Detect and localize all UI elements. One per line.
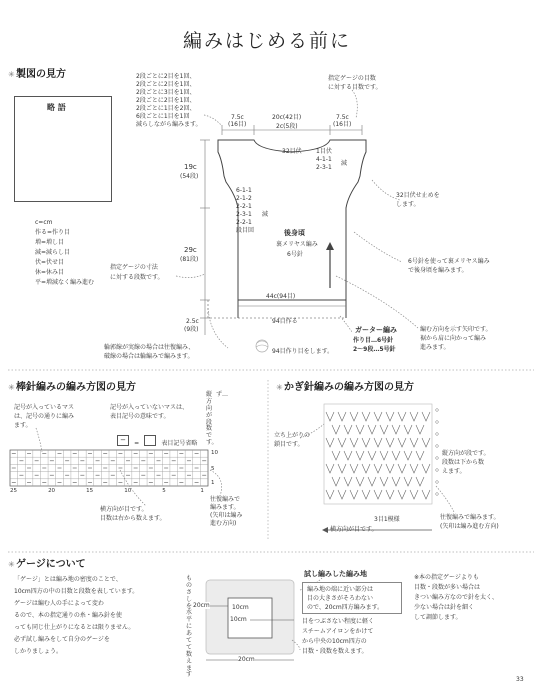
dim-inner: 10cm bbox=[232, 604, 249, 611]
decrease-note-line: 2段ごとに2目を1回、 bbox=[136, 81, 196, 88]
crochet-stitch-mark bbox=[392, 477, 400, 486]
knit-blank-line: 表目記号の意味です。 bbox=[110, 413, 170, 420]
crochet-chain-mark bbox=[436, 409, 439, 412]
gauge-body-line: 「ゲージ」とは編み地の密度のことで、 bbox=[14, 576, 122, 583]
swatch-box-line: ので、20cm四方編みます。 bbox=[307, 604, 384, 611]
crochet-stitch-mark bbox=[392, 425, 400, 434]
section-heading-diagram-text: 製図の見方 bbox=[16, 69, 66, 80]
knit-width-line: 横方向が目です。 bbox=[100, 506, 148, 513]
knit-column-number: 5 bbox=[162, 488, 166, 494]
height-hem: 2.5c bbox=[186, 318, 199, 325]
crochet-stitch-mark bbox=[362, 464, 370, 473]
knit-col-note-tail: ず… bbox=[216, 391, 229, 398]
decrease-note-line: 2段ごとに2目を1回、 bbox=[136, 73, 196, 80]
crochet-stitch-mark bbox=[374, 438, 382, 447]
height-upper-rows: (54段) bbox=[180, 173, 199, 180]
knit-column-number: 1 bbox=[200, 488, 204, 494]
knit-column-number: 10 bbox=[124, 488, 132, 494]
crochet-stitch-mark bbox=[404, 451, 412, 460]
armhole-step: 6-1-1 bbox=[236, 187, 252, 194]
measure-right-sts: (16目) bbox=[333, 121, 352, 128]
crochet-stitch-mark bbox=[392, 451, 400, 460]
star-note-line: して調節します。 bbox=[414, 614, 462, 621]
crochet-stitch-mark bbox=[422, 438, 430, 447]
neck-note-line: 32目伏せ止めを bbox=[396, 192, 440, 199]
glossary-item: 増=増し目 bbox=[35, 239, 65, 246]
steam-note-line: 目数・段数を数えます。 bbox=[302, 648, 368, 655]
ruler-vertical-text: ものさしを水平にあてて数えます bbox=[186, 575, 193, 679]
dim-bottom: 20cm bbox=[238, 656, 255, 663]
gauge-body-line: るので、本の指定通りの糸・編み針を使 bbox=[14, 612, 122, 619]
needle-note-line: 6号針を使って裏メリヤス編み bbox=[408, 258, 490, 265]
crochet-stitch-mark bbox=[410, 464, 418, 473]
crochet-stitch-mark bbox=[410, 438, 418, 447]
crochet-stitch-mark bbox=[410, 412, 418, 421]
glossary-item: 平=増減なく編み進む bbox=[35, 279, 95, 286]
sparkle-icon: ✳ bbox=[8, 560, 15, 569]
gauge-rows-line: に対する段数です。 bbox=[110, 274, 164, 281]
outline-note-line: 輪郭線が実線の場合は往復編み、 bbox=[104, 344, 195, 351]
crochet-stitch-mark bbox=[380, 477, 388, 486]
crochet-stitch-mark bbox=[326, 412, 334, 421]
legend-blank-box bbox=[144, 435, 156, 446]
gauge-body-line: ゲージは編む人の手によって変わ bbox=[14, 600, 104, 607]
section-heading-knit bbox=[8, 382, 136, 394]
crochet-stitch-mark bbox=[416, 477, 424, 486]
dim-outer: 20cm bbox=[193, 602, 210, 609]
crochet-stitch-mark bbox=[362, 490, 370, 499]
section-heading-gauge bbox=[8, 559, 86, 571]
crochet-stitch-mark bbox=[368, 477, 376, 486]
crochet-chain-mark bbox=[436, 457, 439, 460]
crochet-stitch-mark bbox=[386, 490, 394, 499]
needle-note-line: で後身頃を編みます。 bbox=[408, 267, 468, 274]
crochet-stitch-mark bbox=[398, 412, 406, 421]
armhole-step: 2-2-1 bbox=[236, 219, 252, 226]
crochet-stitch-mark bbox=[332, 425, 340, 434]
shoulder-dec-label: 減 bbox=[341, 160, 348, 167]
section-heading-gauge-text: ゲージについて bbox=[16, 559, 86, 570]
crochet-stitch-mark bbox=[338, 412, 346, 421]
glossary-item: c=cm bbox=[35, 219, 53, 226]
knit-row-dir-line: 進む方向) bbox=[210, 520, 237, 527]
gauge-rows-line: 指定ゲージの寸法 bbox=[110, 264, 158, 271]
crochet-stitch-mark bbox=[368, 451, 376, 460]
crochet-rows-line: えます。 bbox=[442, 468, 466, 475]
garter-name: ガーター編み bbox=[355, 326, 397, 334]
crochet-chain-mark bbox=[436, 493, 439, 496]
crochet-chart bbox=[324, 404, 438, 504]
arrow-note-line: 裾から肩に向かって編み bbox=[420, 335, 487, 342]
shoulder-step: 1目伏 bbox=[316, 148, 332, 155]
measure-right: 7.5c bbox=[336, 114, 349, 121]
crochet-stitch-mark bbox=[326, 464, 334, 473]
knit-note-line: ます。 bbox=[14, 422, 32, 429]
sparkle-icon: ✳ bbox=[8, 383, 15, 392]
shoulder-step: 2-3-1 bbox=[316, 164, 332, 171]
section-heading-knit-text: 棒針編みの編み方図の見方 bbox=[16, 382, 136, 393]
crochet-stitch-mark bbox=[344, 425, 352, 434]
arrow-note-line: 編む方向を示す矢印です。 bbox=[420, 326, 492, 333]
measure-center-sub: 2c(5段) bbox=[276, 123, 298, 130]
gauge-body-line: しかりましょう。 bbox=[14, 648, 63, 655]
crochet-stitch-mark bbox=[356, 451, 364, 460]
garter-line2: 2〜9段…5号針 bbox=[353, 346, 396, 353]
section-heading-crochet bbox=[276, 382, 414, 394]
knit-column-number: 15 bbox=[86, 488, 94, 494]
crochet-stitch-mark bbox=[338, 490, 346, 499]
crochet-chain-line: 鎖目です。 bbox=[274, 441, 304, 448]
knit-row-dir-line: 編みます。 bbox=[210, 504, 240, 511]
crochet-stitch-mark bbox=[398, 464, 406, 473]
crochet-stitch-mark bbox=[386, 438, 394, 447]
crochet-stitch-mark bbox=[332, 477, 340, 486]
crochet-stitch-mark bbox=[332, 451, 340, 460]
knit-col-note-text: 縦方向が段数です。 bbox=[206, 391, 218, 447]
sparkle-icon: ✳ bbox=[8, 70, 15, 79]
crochet-stitch-mark bbox=[326, 490, 334, 499]
crochet-stitch-mark bbox=[422, 464, 430, 473]
decrease-note-line: 6段ごとに1目を1回 bbox=[136, 113, 190, 120]
swatch-box-line: 編み地の端に近い部分は bbox=[307, 586, 374, 593]
legend-box: − bbox=[117, 435, 129, 446]
measure-center: 20c(42目) bbox=[272, 114, 302, 121]
glossary-title: 略 語 bbox=[47, 103, 66, 112]
cast-on-count: 94目作る bbox=[272, 318, 298, 325]
crochet-chain-line: 立ち上がりの bbox=[274, 432, 311, 439]
crochet-rows-line: 縦方向が段です。 bbox=[442, 450, 490, 457]
hem-dashed-outline bbox=[208, 300, 346, 318]
crochet-stitch-mark bbox=[344, 451, 352, 460]
crochet-stitch-mark bbox=[338, 464, 346, 473]
glossary-item: 休=休み目 bbox=[35, 269, 65, 276]
crochet-width-note: 横方向が目です。 bbox=[330, 526, 378, 533]
legend-text: 表目記号省略 bbox=[161, 440, 198, 447]
decrease-note-line: 2段ごとに2目を1回、 bbox=[136, 97, 196, 104]
crochet-stitch-mark bbox=[374, 490, 382, 499]
crochet-stitch-mark bbox=[422, 412, 430, 421]
steam-note-line: 目をつぶさない程度に軽く bbox=[302, 618, 375, 625]
crochet-stitch-mark bbox=[356, 477, 364, 486]
crochet-chain-mark bbox=[436, 433, 439, 436]
star-note-line: ※本の指定ゲージよりも bbox=[414, 574, 479, 581]
crochet-chain-mark bbox=[436, 421, 439, 424]
gauge-body-line: 10cm四方の中の目数と段数を表しています。 bbox=[14, 588, 139, 595]
decrease-note-line: 2段ごとに3目を1回、 bbox=[136, 89, 196, 96]
shoulder-step: 4-1-1 bbox=[316, 156, 332, 163]
crochet-rows-line: 段数は下から数 bbox=[442, 459, 485, 466]
page-title: 編みはじめる前に bbox=[183, 30, 352, 52]
star-note-line: 少ない場合は針を細く bbox=[414, 604, 475, 611]
crochet-stitch-mark bbox=[398, 438, 406, 447]
arrow-note-line: 進みます。 bbox=[420, 344, 450, 351]
armhole-step: 段目回 bbox=[236, 227, 255, 234]
crochet-stitch-mark bbox=[344, 477, 352, 486]
steam-note-line: から中央の10cm四方の bbox=[302, 638, 367, 645]
piece-name: 後身頃 bbox=[284, 229, 305, 237]
knit-row-number: 5 bbox=[211, 466, 215, 472]
bottom-width: 44c(94目) bbox=[266, 293, 296, 300]
crochet-stitch-mark bbox=[416, 425, 424, 434]
crochet-stitch-mark bbox=[356, 425, 364, 434]
crochet-stitch-mark bbox=[404, 477, 412, 486]
armhole-step: 2-1-2 bbox=[236, 195, 252, 202]
knit-blank-line: 記号が入っていないマスは、 bbox=[110, 404, 189, 411]
legend-eq: = bbox=[134, 440, 140, 447]
star-note-line: 目数・段数が多い場合は bbox=[414, 584, 481, 591]
height-upper: 19c bbox=[184, 163, 197, 171]
crochet-stitch-mark bbox=[362, 438, 370, 447]
crochet-stitch-mark bbox=[350, 490, 358, 499]
outline-note-line: 破線の場合は輪編みで編みます。 bbox=[104, 353, 194, 360]
measure-left: 7.5c bbox=[231, 114, 244, 121]
swatch-box-line: 目の大きさがそろわない bbox=[307, 595, 374, 602]
swatch-note-box bbox=[302, 582, 402, 614]
steam-note-line: スチームアイロンをかけて bbox=[302, 628, 374, 635]
piece-needle: 6号針 bbox=[287, 251, 303, 258]
gauge-body-line: 必ず試し編みをして自分のゲージを bbox=[14, 636, 110, 643]
gauge-sts-line: 指定ゲージの目数 bbox=[328, 75, 376, 82]
decrease-note-line: 2段ごとに1目を2回、 bbox=[136, 105, 196, 112]
knit-width-line: 目数は右から数えます。 bbox=[100, 515, 166, 522]
knit-row-dir-line: (矢印は編み bbox=[210, 512, 243, 519]
knit-chart-grid bbox=[10, 450, 208, 486]
crochet-stitch-mark bbox=[398, 490, 406, 499]
knit-legend bbox=[117, 430, 197, 449]
height-body-rows: (81段) bbox=[180, 256, 199, 263]
crochet-stitch-mark bbox=[404, 425, 412, 434]
crochet-stitch-mark bbox=[350, 412, 358, 421]
crochet-chain-mark bbox=[436, 481, 439, 484]
knit-row-number: 1 bbox=[211, 480, 215, 486]
crochet-stitch-mark bbox=[374, 464, 382, 473]
knit-row-number: 10 bbox=[211, 450, 218, 456]
crochet-round-line: 往復編みで編みます。 bbox=[440, 514, 500, 521]
cast-on-note: 94目作り目をします。 bbox=[272, 348, 334, 355]
neck-bind-off: 32目伏 bbox=[282, 148, 302, 155]
crochet-stitch-mark bbox=[410, 490, 418, 499]
glossary-item: 作る=作り目 bbox=[35, 229, 71, 236]
crochet-chain-mark bbox=[436, 445, 439, 448]
crochet-stitch-mark bbox=[380, 425, 388, 434]
crochet-stitch-mark bbox=[386, 464, 394, 473]
crochet-round-line: (矢印は編み進む方向) bbox=[440, 523, 499, 530]
crochet-stitch-mark bbox=[326, 438, 334, 447]
piece-stitch: 裏メリヤス編み bbox=[276, 241, 318, 248]
crochet-stitch-mark bbox=[380, 451, 388, 460]
crochet-stitch-mark bbox=[362, 412, 370, 421]
knit-column-number: 25 bbox=[10, 488, 17, 494]
knit-note-line: 記号が入っているマス bbox=[14, 404, 75, 411]
crochet-stitch-mark bbox=[422, 490, 430, 499]
crochet-stitch-mark bbox=[416, 451, 424, 460]
knit-column-number: 20 bbox=[48, 488, 56, 494]
crochet-stitch-mark bbox=[350, 464, 358, 473]
measure-left-sts: (16目) bbox=[228, 121, 247, 128]
armhole-dec-label: 減 bbox=[262, 211, 269, 218]
knit-row-dir-line: 往復編みで bbox=[210, 496, 241, 503]
crochet-first-row: 3目1模様 bbox=[374, 516, 400, 523]
crochet-stitch-mark bbox=[386, 412, 394, 421]
glossary-item: 減=減らし目 bbox=[35, 249, 71, 256]
crochet-stitch-mark bbox=[350, 438, 358, 447]
garter-line1: 作り目…6号針 bbox=[353, 337, 394, 344]
section-heading-crochet-text: かぎ針編みの編み方図の見方 bbox=[284, 382, 414, 393]
crochet-stitch-mark bbox=[338, 438, 346, 447]
sparkle-icon: ✳ bbox=[276, 383, 283, 392]
dim-inner2: 10cm bbox=[230, 616, 247, 623]
crochet-stitch-mark bbox=[374, 412, 382, 421]
glossary-item: 伏=伏せ目 bbox=[35, 259, 65, 266]
armhole-step: 2-3-1 bbox=[236, 211, 252, 218]
decrease-note-line: 減らしながら編みます。 bbox=[136, 121, 202, 128]
armhole-step: 2-2-1 bbox=[236, 203, 252, 210]
neck-note-line: します。 bbox=[396, 201, 420, 208]
height-hem-rows: (9段) bbox=[184, 326, 199, 333]
page-number: 33 bbox=[516, 676, 524, 683]
knit-note-line: は、記号の通りに編み bbox=[14, 413, 75, 420]
star-note-line: きつい編み方なので針を太く、 bbox=[414, 594, 498, 601]
crochet-chain-mark bbox=[436, 469, 439, 472]
crochet-stitch-mark bbox=[368, 425, 376, 434]
swatch-title: 試し編みした編み地 bbox=[304, 570, 367, 578]
gauge-sts-line: に対する目数です。 bbox=[328, 84, 382, 91]
height-body: 29c bbox=[184, 246, 197, 254]
gauge-body-line: っても同じ仕上がりになるとは限りません。 bbox=[14, 624, 135, 631]
